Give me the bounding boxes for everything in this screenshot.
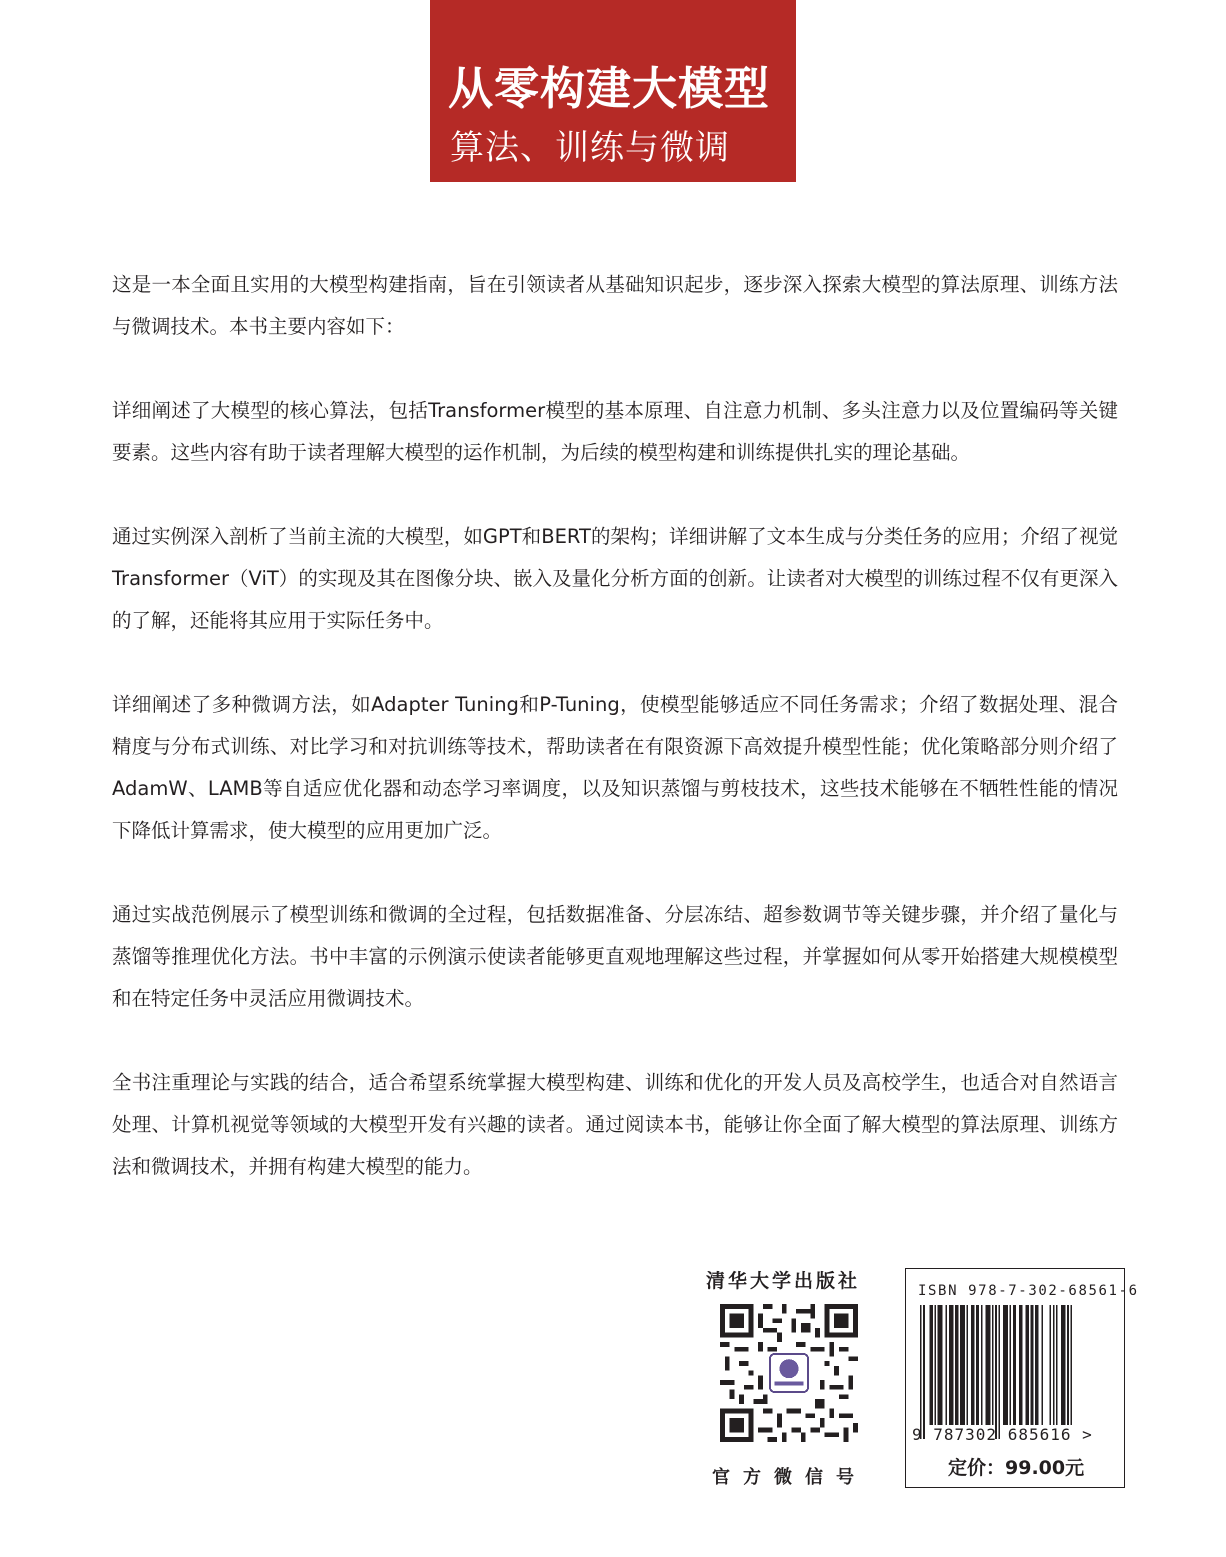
isbn-label: ISBN 978-7-302-68561-6 [918,1283,1139,1299]
qr-code-icon [720,1304,858,1442]
qr-caption: 官方微信号 [712,1467,867,1488]
description-paragraph-5: 通过实战范例展示了模型训练和微调的全过程，包括数据准备、分层冻结、超参数调节等关键步骤，并介绍了量化与蒸馏等推理优化方法。书中丰富的示例演示使读者能够更直观地理解这些过程，并掌握如何从零开始搭建大规模模型和在特定任务中灵活应用微调技术。 [112,903,1118,1010]
book-title: 从零构建大模型 [448,62,771,115]
price-label: 定价：99.00元 [948,1457,1085,1479]
title-block [430,0,796,182]
barcode-icon [920,1305,1110,1439]
description-paragraph-4: 详细阐述了多种微调方法，如Adapter Tuning和P-Tuning，使模型能够适应不同任务需求；介绍了数据处理、混合精度与分布式训练、对比学习和对抗训练等技术，帮助读者在有限资源下高效提升模型性能；优化策略部分则介绍了AdamW、LAMB等自适应优化器和动态学习率调度，以及知识蒸馏与剪枝技术，这些技术能够在不牺牲性能的情况下降低计算需求，使大模型的应用更加广泛。 [112,693,1118,842]
book-subtitle: 算法、训练与微调 [450,128,730,168]
description-paragraph-3: 通过实例深入剖析了当前主流的大模型，如GPT和BERT的架构；详细讲解了文本生成与分类任务的应用；介绍了视觉Transformer（ViT）的实现及其在图像分块、嵌入及量化分析方面的创新。让读者对大模型的训练过程不仅有更深入的了解，还能将其应用于实际任务中。 [112,525,1118,632]
description-paragraph-6: 全书注重理论与实践的结合，适合希望系统掌握大模型构建、训练和优化的开发人员及高校学生，也适合对自然语言处理、计算机视觉等领域的大模型开发有兴趣的读者。通过阅读本书，能够让你全面了解大模型的算法原理、训练方法和微调技术，并拥有构建大模型的能力。 [112,1071,1118,1178]
description [112,264,1118,1230]
publisher-name: 清华大学出版社 [706,1270,861,1292]
description-paragraph-1: 这是一本全面且实用的大模型构建指南，旨在引领读者从基础知识起步，逐步深入探索大模型的算法原理、训练方法与微调技术。本书主要内容如下： [112,273,1118,338]
barcode-digits: 9 787302 685616 > [912,1425,1093,1444]
isbn-barcode-box [905,1268,1139,1488]
description-paragraph-2: 详细阐述了大模型的核心算法，包括Transformer模型的基本原理、自注意力机制、多头注意力以及位置编码等关键要素。这些内容有助于读者理解大模型的运作机制，为后续的模型构建和训练提供扎实的理论基础。 [112,399,1118,464]
